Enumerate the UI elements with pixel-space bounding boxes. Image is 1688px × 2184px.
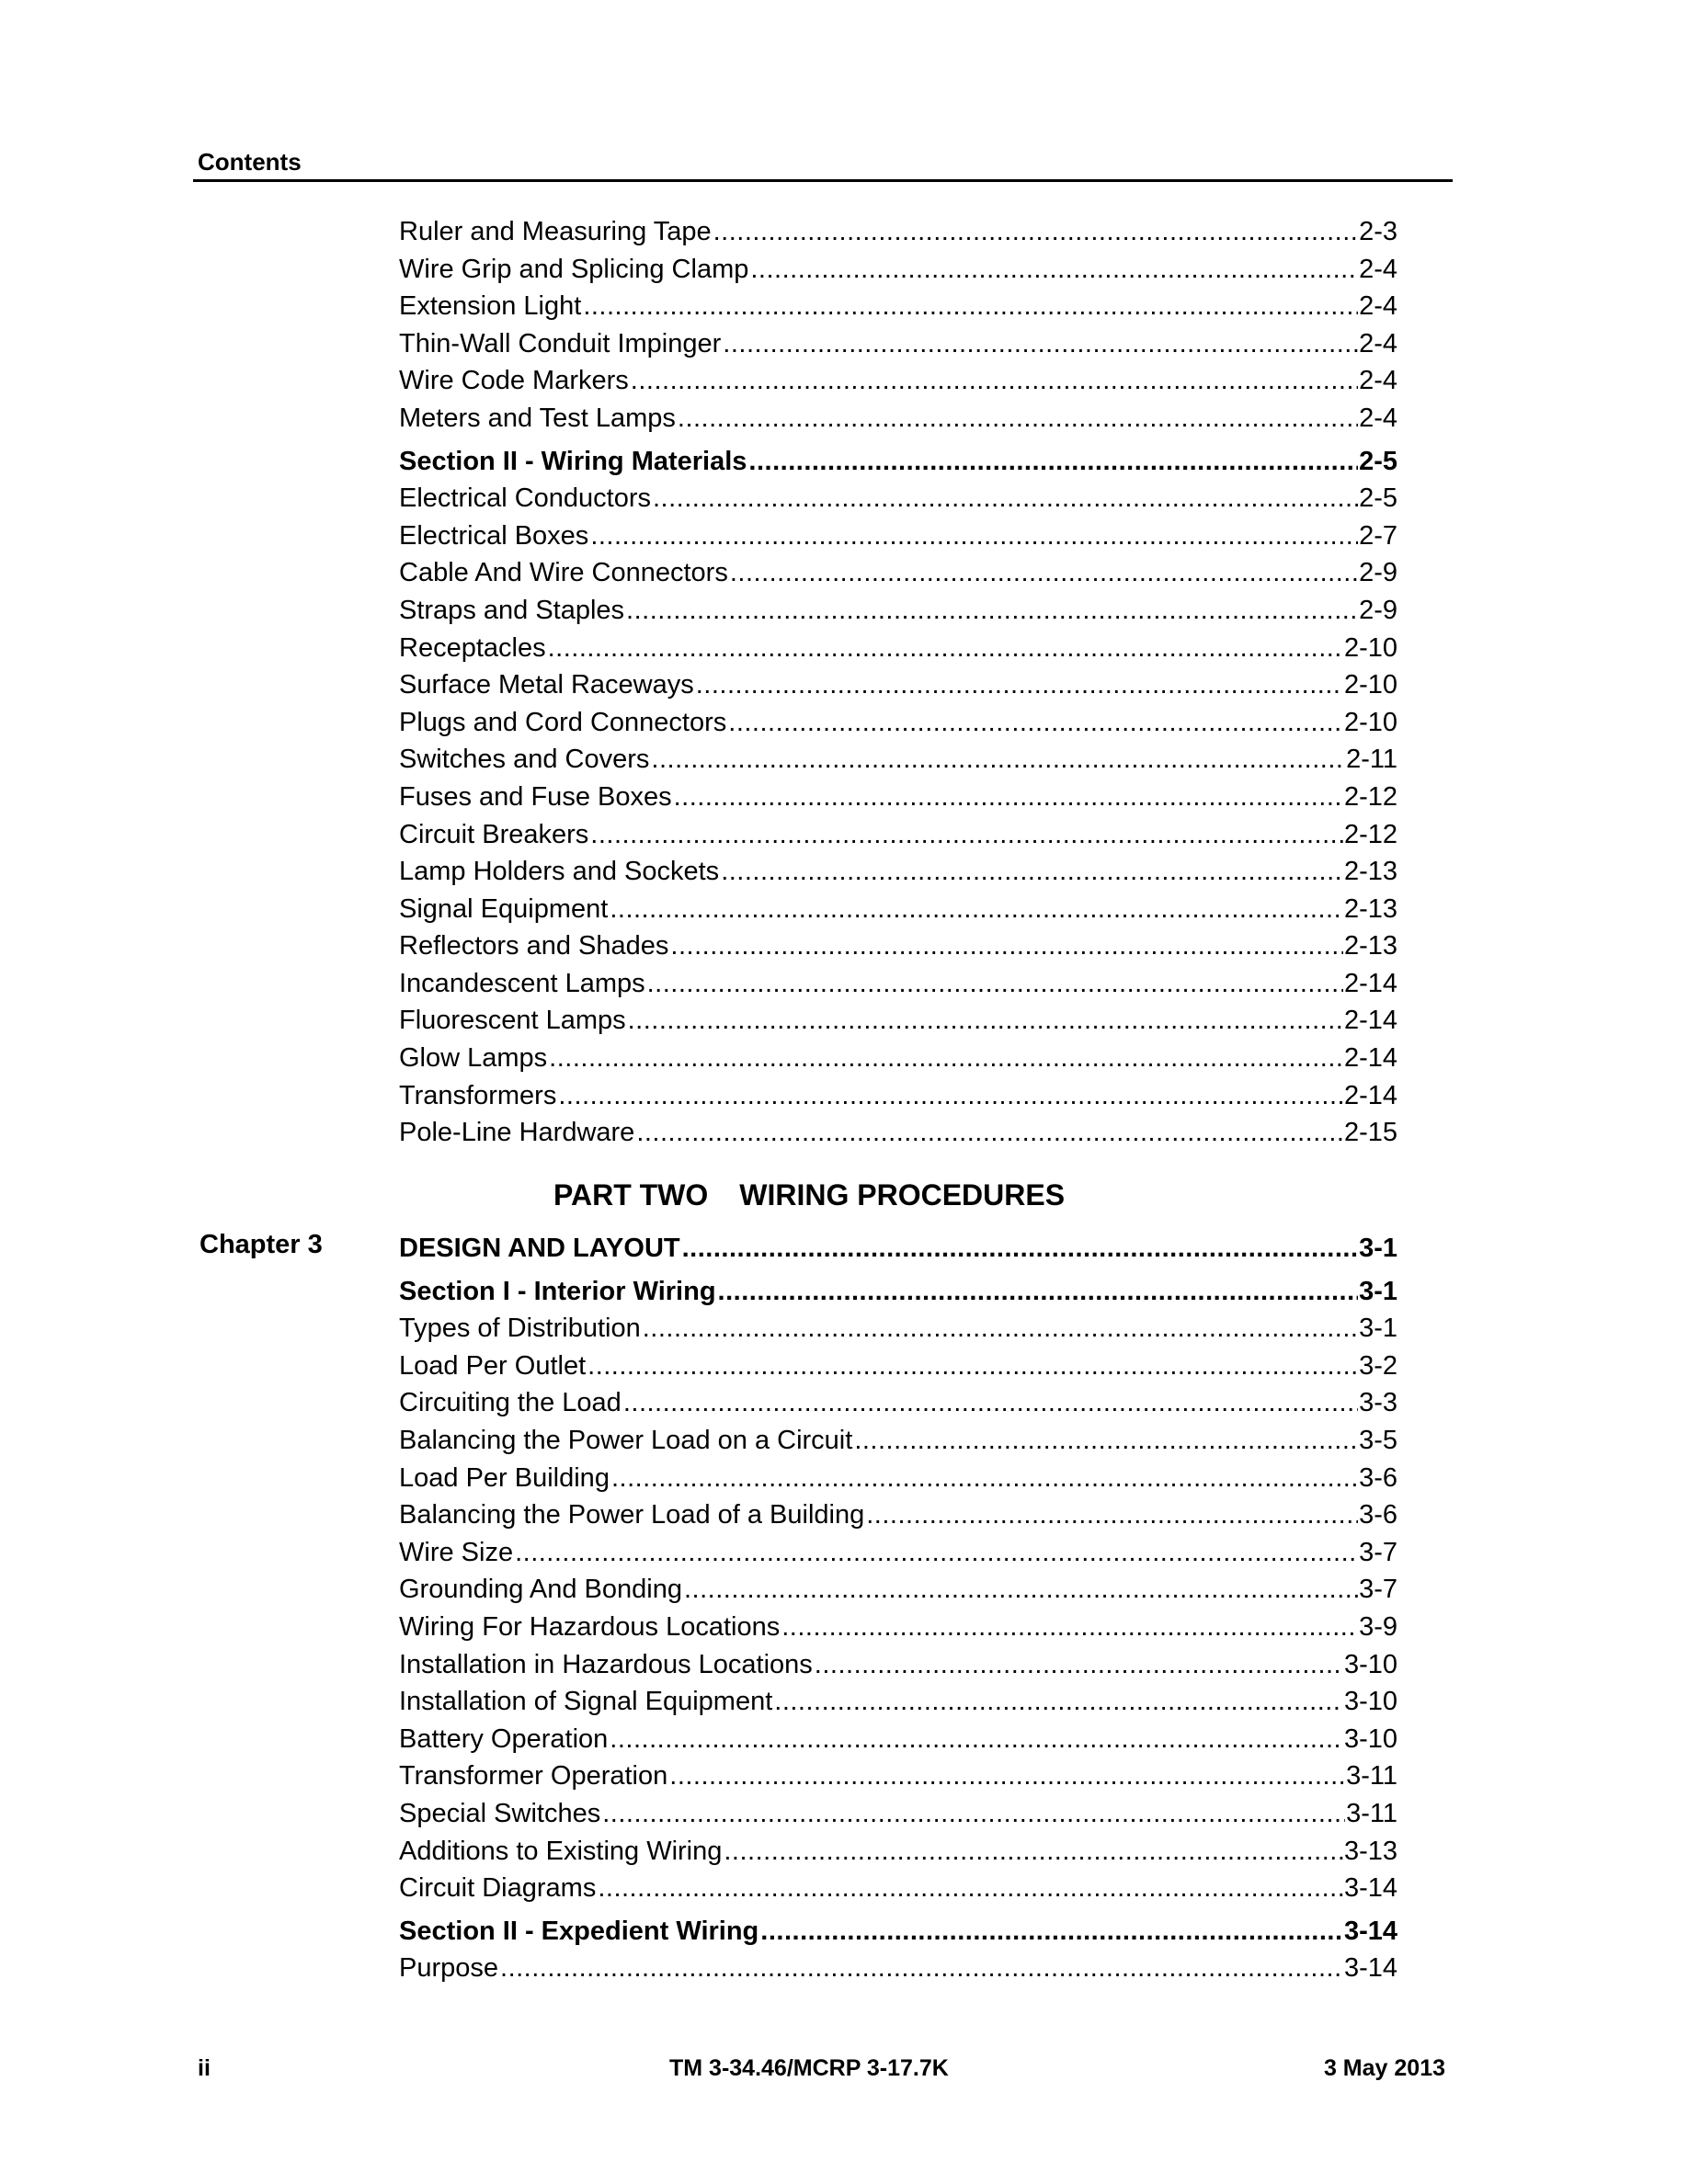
toc-list-part-two [399, 1230, 1397, 1987]
toc-entry-title: Thin-Wall Conduit Impinger [399, 328, 722, 358]
toc-entry [399, 816, 1397, 854]
toc-entry-title: Types of Distribution [399, 1314, 641, 1344]
toc-entry-page: 3-1 [1359, 1314, 1397, 1344]
toc-entry [399, 518, 1397, 555]
toc-entry-page: 2-5 [1359, 483, 1397, 514]
toc-entry [399, 1683, 1397, 1721]
footer-document-id: TM 3-34.46/MCRP 3-17.7K [669, 2055, 949, 2081]
toc-entry-page: 3-9 [1359, 1611, 1397, 1642]
footer-page-number: ii [198, 2055, 211, 2081]
dot-leader [730, 554, 1358, 592]
toc-entry [399, 1496, 1397, 1534]
toc-entry-page: 2-10 [1343, 670, 1397, 700]
header-rule [193, 179, 1453, 182]
dot-leader [602, 1795, 1345, 1833]
toc-entry-title: Wiring For Hazardous Locations [399, 1611, 781, 1642]
toc-entry [399, 213, 1397, 251]
dot-leader [623, 1384, 1358, 1422]
toc-entry [399, 741, 1397, 779]
toc-entry [399, 1870, 1397, 1907]
toc-section-heading [399, 1273, 1397, 1311]
toc-entry-page: 2-10 [1343, 707, 1397, 737]
dot-leader [684, 1571, 1358, 1609]
toc-entry-title: Switches and Covers [399, 745, 650, 775]
toc-entry-page: 2-4 [1359, 254, 1397, 284]
toc-entry-page: 2-4 [1359, 366, 1397, 396]
toc-entry-page: 3-13 [1343, 1836, 1397, 1866]
toc-entry [399, 480, 1397, 518]
dot-leader [774, 1683, 1343, 1721]
toc-entry-title: Lamp Holders and Sockets [399, 857, 720, 887]
toc-entry-page: 2-13 [1343, 931, 1397, 961]
toc-entry-page: 2-14 [1343, 1006, 1397, 1036]
dot-leader [713, 213, 1358, 251]
toc-entry-page: 2-15 [1343, 1118, 1397, 1148]
part-heading [553, 1178, 1065, 1212]
toc-entry-page: 3-7 [1359, 1575, 1397, 1605]
toc-entry [399, 592, 1397, 630]
toc-entry-title: Purpose [399, 1953, 499, 1984]
toc-entry-title: Glow Lamps [399, 1043, 548, 1074]
dot-leader [631, 362, 1358, 400]
dot-leader [610, 891, 1343, 928]
toc-entry-title: Cable And Wire Connectors [399, 558, 728, 588]
toc-entry-page: 3-14 [1343, 1953, 1397, 1984]
toc-entry-title: Wire Grip and Splicing Clamp [399, 254, 749, 284]
dot-leader [854, 1422, 1358, 1460]
toc-entry [399, 1384, 1397, 1422]
dot-leader [748, 443, 1358, 481]
toc-entry [399, 666, 1397, 704]
toc-entry-title: DESIGN AND LAYOUT [399, 1234, 680, 1263]
toc-entry-page: 2-14 [1343, 968, 1397, 998]
toc-entry-page: 3-1 [1359, 1276, 1397, 1306]
dot-leader [669, 1757, 1345, 1795]
toc-list-part-one [399, 213, 1397, 1152]
dot-leader [651, 741, 1345, 779]
toc-entry [399, 1310, 1397, 1348]
toc-entry-page: 3-11 [1346, 1798, 1397, 1828]
toc-entry [399, 1348, 1397, 1385]
dot-leader [549, 1040, 1343, 1077]
dot-leader [678, 400, 1358, 438]
toc-entry-page: 3-1 [1359, 1234, 1397, 1263]
toc-entry [399, 1571, 1397, 1609]
toc-entry-title: Transformer Operation [399, 1761, 668, 1792]
toc-entry [399, 1460, 1397, 1497]
toc-entry [399, 779, 1397, 816]
toc-entry [399, 288, 1397, 325]
toc-entry-page: 2-12 [1343, 781, 1397, 812]
toc-entry-page: 3-14 [1343, 1916, 1397, 1946]
toc-entry-title: Ruler and Measuring Tape [399, 217, 712, 246]
toc-entry-title: Balancing the Power Load on a Circuit [399, 1425, 853, 1455]
toc-entry [399, 1646, 1397, 1684]
toc-entry-page: 2-4 [1359, 291, 1397, 322]
chapter-label: Chapter 3 [200, 1230, 323, 1259]
toc-entry-title: Incandescent Lamps [399, 968, 645, 998]
dot-leader [670, 927, 1343, 965]
toc-entry-page: 2-9 [1359, 595, 1397, 625]
dot-leader [558, 1077, 1343, 1115]
toc-entry-page: 2-9 [1359, 558, 1397, 588]
toc-entry-title: Installation in Hazardous Locations [399, 1649, 813, 1679]
toc-entry-title: Special Switches [399, 1798, 601, 1828]
toc-entry-title: Balancing the Power Load of a Building [399, 1500, 865, 1530]
toc-entry-title: Fuses and Fuse Boxes [399, 781, 672, 812]
dot-leader [728, 704, 1343, 742]
dot-leader [548, 630, 1343, 667]
toc-entry-page: 2-3 [1359, 217, 1397, 246]
dot-leader [610, 1721, 1343, 1758]
dot-leader [636, 1114, 1343, 1152]
toc-entry-title: Battery Operation [399, 1723, 609, 1754]
toc-entry-page: 2-7 [1359, 520, 1397, 551]
toc-entry-title: Section II - Wiring Materials [399, 446, 747, 476]
toc-entry-title: Meters and Test Lamps [399, 403, 676, 433]
toc-entry [399, 325, 1397, 363]
toc-entry-page: 3-11 [1346, 1761, 1397, 1792]
toc-entry-title: Circuiting the Load [399, 1388, 622, 1418]
toc-entry-title: Receptacles [399, 632, 546, 663]
toc-entry-title: Circuit Diagrams [399, 1873, 597, 1904]
dot-leader [696, 666, 1343, 704]
part-title: WIRING PROCEDURES [739, 1178, 1066, 1211]
dot-leader [682, 1230, 1358, 1268]
toc-entry-page: 2-12 [1343, 819, 1397, 849]
toc-entry-title: Section I - Interior Wiring [399, 1276, 716, 1306]
toc-entry-page: 2-13 [1343, 857, 1397, 887]
toc-entry-title: Load Per Building [399, 1462, 610, 1493]
toc-entry-title: Wire Size [399, 1537, 514, 1567]
dot-leader [721, 853, 1343, 891]
toc-entry [399, 251, 1397, 289]
toc-entry-title: Fluorescent Lamps [399, 1006, 626, 1036]
toc-entry [399, 1422, 1397, 1460]
dot-leader [626, 592, 1358, 630]
toc-entry-title: Straps and Staples [399, 595, 625, 625]
toc-entry-page: 3-3 [1359, 1388, 1397, 1418]
dot-leader [583, 288, 1358, 325]
toc-entry-page: 2-5 [1359, 446, 1397, 476]
toc-entry [399, 630, 1397, 667]
toc-entry-title: Wire Code Markers [399, 366, 629, 396]
toc-entry-page: 3-2 [1359, 1350, 1397, 1381]
toc-entry-page: 3-6 [1359, 1500, 1397, 1530]
toc-entry-title: Grounding And Bonding [399, 1575, 682, 1605]
toc-entry-title: Reflectors and Shades [399, 931, 669, 961]
dot-leader [815, 1646, 1343, 1684]
toc-entry-page: 3-7 [1359, 1537, 1397, 1567]
toc-entry [399, 891, 1397, 928]
toc-entry-title: Load Per Outlet [399, 1350, 587, 1381]
toc-entry-title: Surface Metal Raceways [399, 670, 694, 700]
toc-entry-title: Circuit Breakers [399, 819, 589, 849]
toc-entry-page: 2-4 [1359, 328, 1397, 358]
dot-leader [500, 1950, 1343, 1987]
dot-leader [515, 1534, 1358, 1572]
toc-entry [399, 1833, 1397, 1871]
toc-entry-page: 2-11 [1346, 745, 1397, 775]
dot-leader [724, 1833, 1343, 1871]
toc-entry-page: 3-10 [1343, 1649, 1397, 1679]
toc-entry [399, 1002, 1397, 1040]
dot-leader [611, 1460, 1358, 1497]
dot-leader [590, 816, 1343, 854]
toc-entry [399, 1795, 1397, 1833]
toc-entry-page: 2-14 [1343, 1043, 1397, 1074]
dot-leader [628, 1002, 1343, 1040]
toc-entry [399, 554, 1397, 592]
toc-entry-title: Pole-Line Hardware [399, 1118, 635, 1148]
toc-entry-page: 2-13 [1343, 893, 1397, 924]
dot-leader [643, 1310, 1358, 1348]
toc-entry-title: Installation of Signal Equipment [399, 1687, 773, 1717]
toc-entry-title: Transformers [399, 1080, 557, 1110]
dot-leader [866, 1496, 1358, 1534]
toc-entry [399, 704, 1397, 742]
toc-entry [399, 1114, 1397, 1152]
dot-leader [653, 480, 1358, 518]
dot-leader [718, 1273, 1359, 1311]
toc-entry [399, 1077, 1397, 1115]
toc-entry-title: Signal Equipment [399, 893, 609, 924]
toc-entry-page: 3-5 [1359, 1425, 1397, 1455]
running-header: Contents [198, 148, 302, 176]
toc-entry-title: Additions to Existing Wiring [399, 1836, 723, 1866]
toc-entry-page: 3-6 [1359, 1462, 1397, 1493]
toc-entry [399, 1757, 1397, 1795]
dot-leader [750, 251, 1358, 289]
toc-entry [399, 965, 1397, 1003]
toc-entry [399, 400, 1397, 438]
toc-entry [399, 1609, 1397, 1646]
toc-entry [399, 1534, 1397, 1572]
toc-entry-title: Electrical Conductors [399, 483, 651, 514]
toc-section-heading [399, 443, 1397, 481]
toc-entry [399, 362, 1397, 400]
toc-entry [399, 1721, 1397, 1758]
toc-section-heading [399, 1913, 1397, 1951]
dot-leader [598, 1870, 1343, 1907]
toc-entry [399, 1950, 1397, 1987]
toc-entry-page: 2-14 [1343, 1080, 1397, 1110]
toc-entry [399, 1040, 1397, 1077]
footer-date: 3 May 2013 [1323, 2055, 1445, 2081]
dot-leader [723, 325, 1358, 363]
dot-leader [590, 518, 1358, 555]
toc-entry [399, 927, 1397, 965]
dot-leader [647, 965, 1343, 1003]
toc-section-heading [399, 1230, 1397, 1268]
toc-entry-title: Extension Light [399, 291, 582, 322]
dot-leader [674, 779, 1343, 816]
toc-entry-page: 3-10 [1343, 1687, 1397, 1717]
dot-leader [587, 1348, 1358, 1385]
toc-entry-page: 3-10 [1343, 1723, 1397, 1754]
toc-entry-title: Section II - Expedient Wiring [399, 1916, 759, 1946]
dot-leader [760, 1913, 1343, 1951]
dot-leader [781, 1609, 1358, 1646]
part-number: PART TWO [553, 1178, 709, 1211]
toc-entry-title: Plugs and Cord Connectors [399, 707, 727, 737]
toc-entry-page: 3-14 [1343, 1873, 1397, 1904]
toc-entry-title: Electrical Boxes [399, 520, 589, 551]
toc-entry-page: 2-10 [1343, 632, 1397, 663]
toc-entry [399, 853, 1397, 891]
toc-entry-page: 2-4 [1359, 403, 1397, 433]
